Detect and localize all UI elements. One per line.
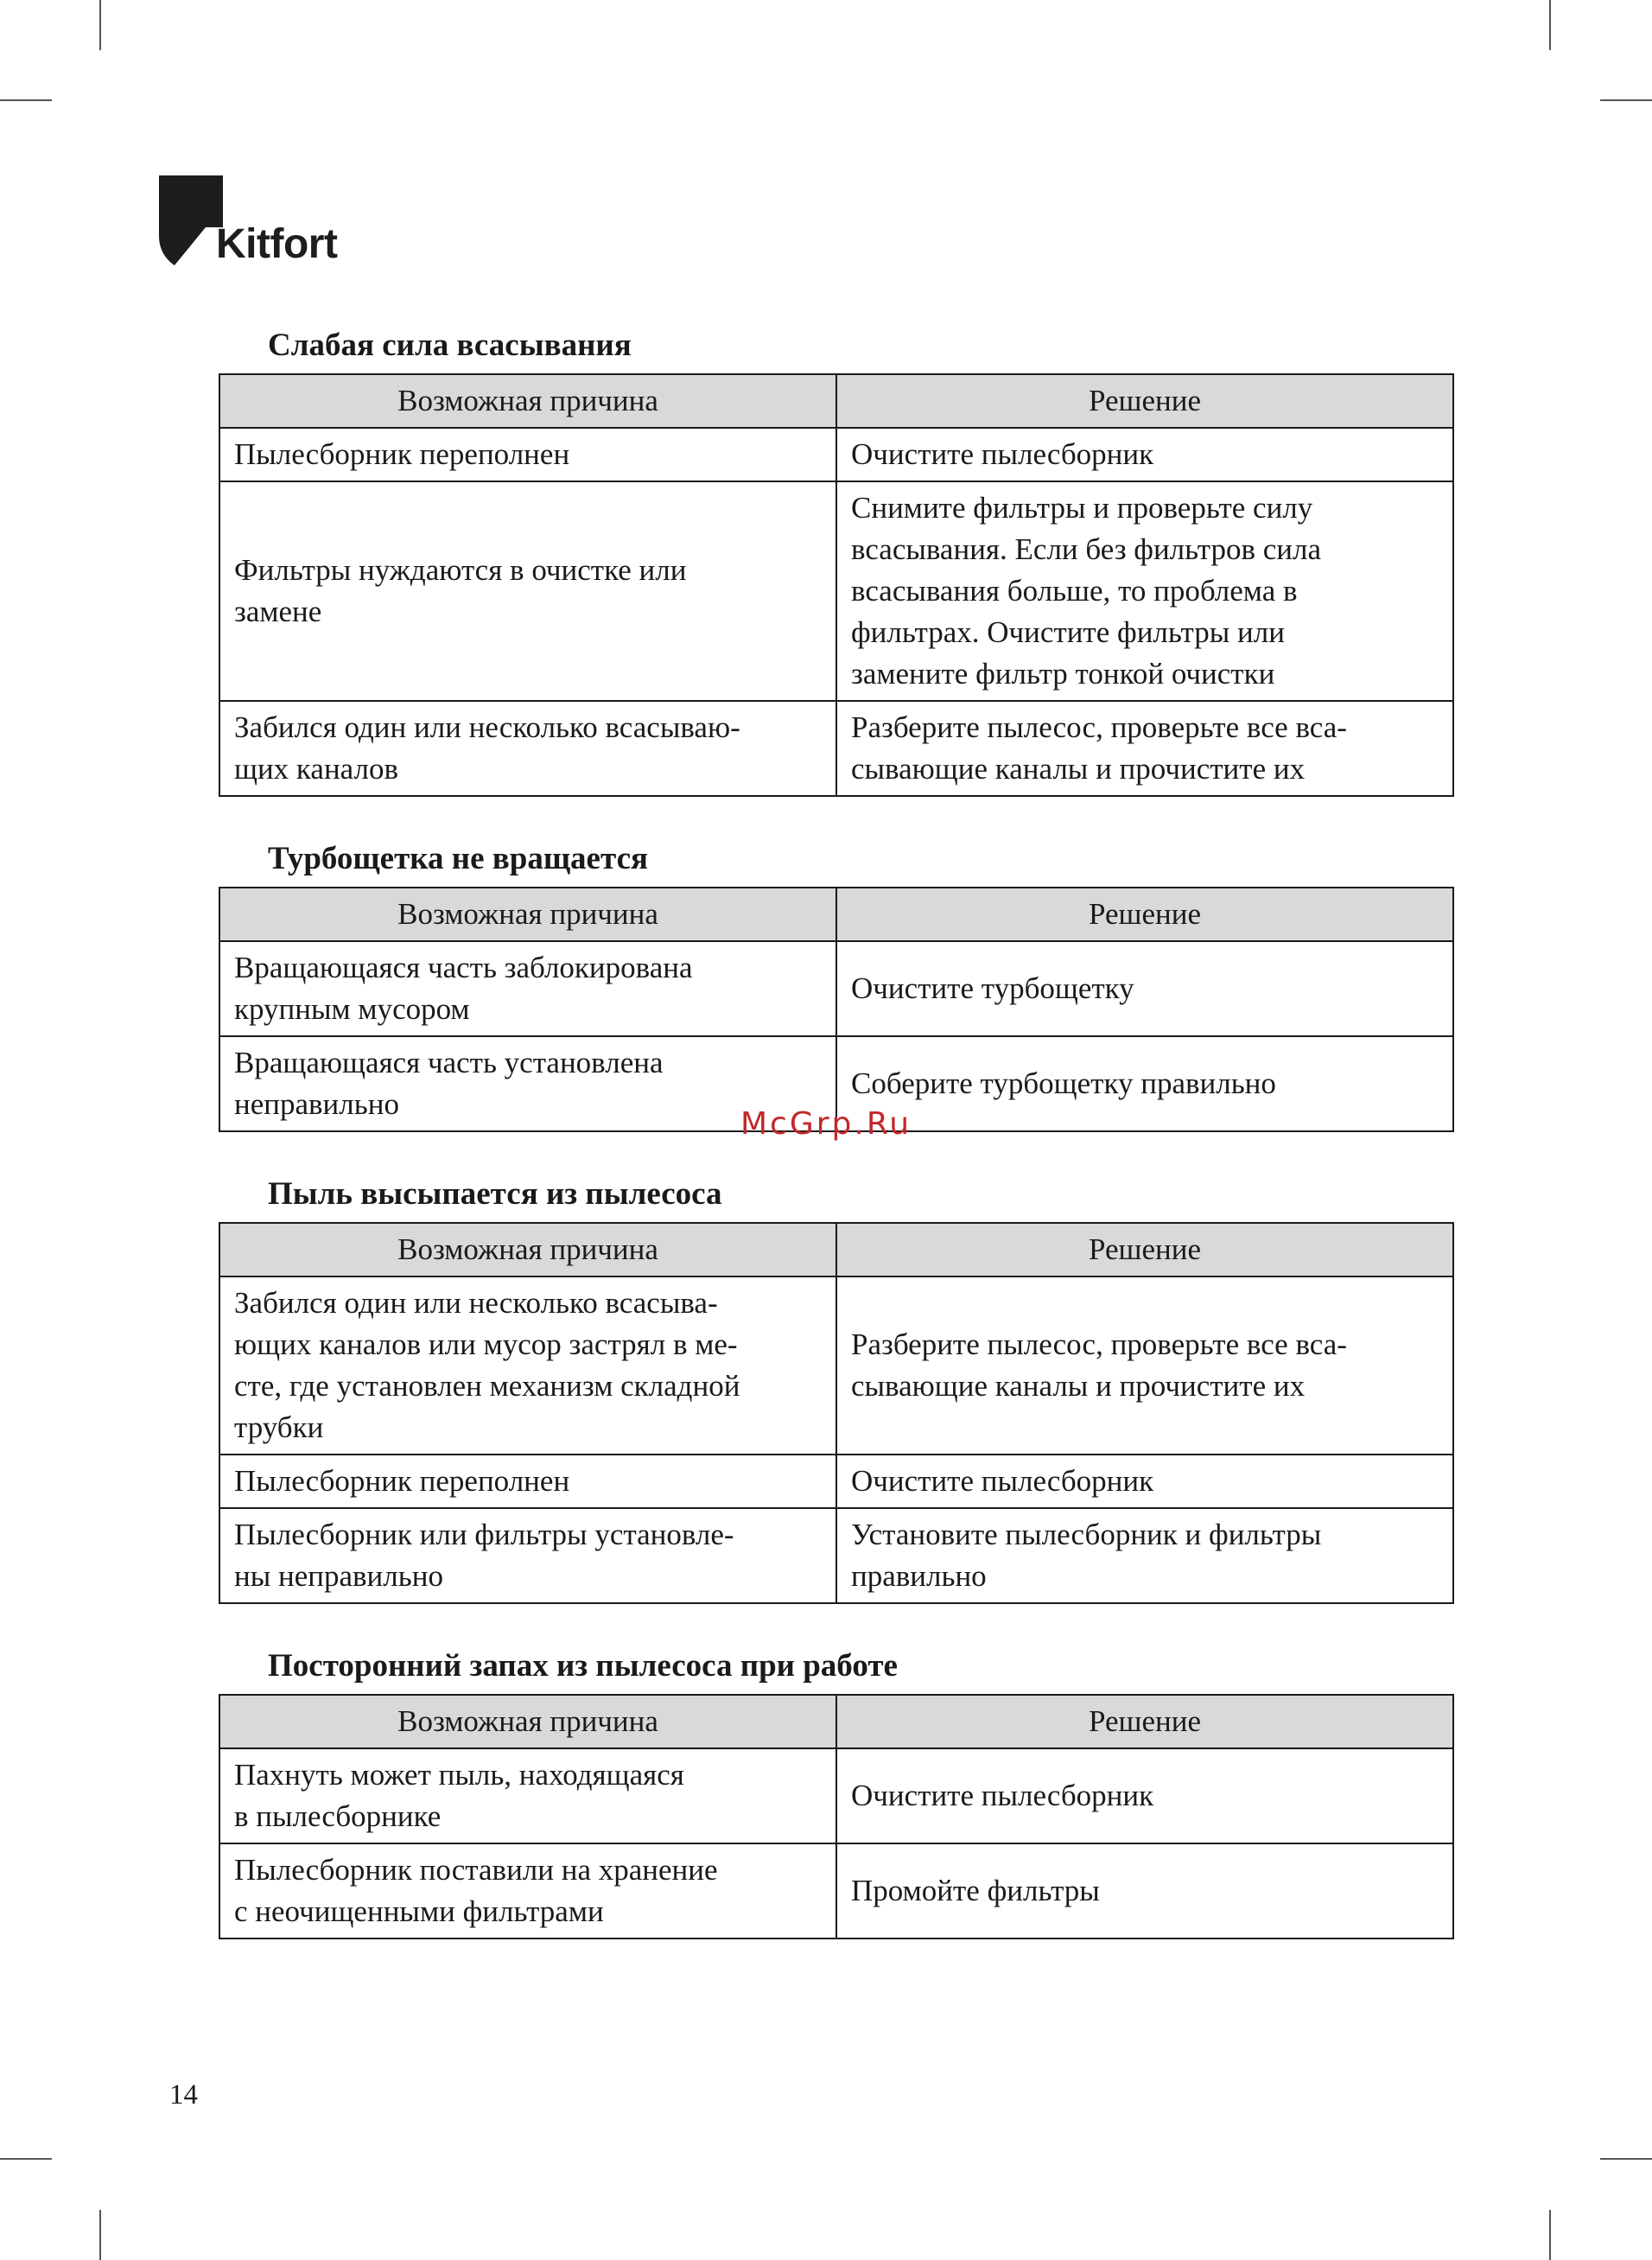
column-header-solution: Решение: [836, 1223, 1453, 1276]
column-header-solution: Решение: [836, 1695, 1453, 1748]
table-header-row: [219, 888, 1453, 941]
cause-cell: Забился один или несколько всасываю- щих каналов: [219, 701, 836, 796]
column-header-solution: Решение: [836, 374, 1453, 428]
table-row: [219, 1508, 1453, 1603]
table-header-row: [219, 374, 1453, 428]
page-number: 14: [169, 2079, 198, 2110]
crop-mark: [99, 0, 101, 50]
watermark: McGrp.Ru: [740, 1106, 912, 1142]
crop-mark: [99, 2210, 101, 2260]
column-header-cause: Возможная причина: [219, 374, 836, 428]
cause-cell: Пылесборник переполнен: [219, 1455, 836, 1508]
crop-mark: [1549, 0, 1551, 50]
column-header-cause: Возможная причина: [219, 1223, 836, 1276]
cause-cell: Забился один или несколько всасыва- ющих каналов или мусор застрял в ме- сте, где установлен механизм складной трубки: [219, 1276, 836, 1455]
cause-cell: Пылесборник поставили на хранение с неочищенными фильтрами: [219, 1843, 836, 1939]
solution-cell: Разберите пылесос, проверьте все вса- сывающие каналы и прочистите их: [836, 1276, 1453, 1455]
table-row: [219, 1276, 1453, 1455]
solution-cell: Очистите пылесборник: [836, 1455, 1453, 1508]
column-header-cause: Возможная причина: [219, 1695, 836, 1748]
section-title: Турбощетка не вращается: [268, 841, 649, 876]
cause-cell: Фильтры нуждаются в очистке или замене: [219, 481, 836, 701]
column-header-solution: Решение: [836, 888, 1453, 941]
troubleshooting-section: [219, 1639, 1452, 1939]
solution-cell: Очистите пылесборник: [836, 428, 1453, 481]
solution-cell: Очистите турбощетку: [836, 941, 1453, 1036]
crop-mark: [1600, 2158, 1652, 2160]
solution-cell: Очистите пылесборник: [836, 1748, 1453, 1843]
crop-mark: [1549, 2210, 1551, 2260]
column-header-cause: Возможная причина: [219, 888, 836, 941]
table-row: [219, 481, 1453, 701]
table-row: [219, 1843, 1453, 1939]
crop-mark: [0, 2158, 52, 2160]
solution-cell: Снимите фильтры и проверьте силу всасывания. Если без фильтров сила всасывания больше, то проблема в фильтрах. Очистите фильтры или замените фильтр тонкой очистки: [836, 481, 1453, 701]
crop-mark: [0, 99, 52, 101]
troubleshooting-section: [219, 1167, 1452, 1604]
brand-name: Kitfort: [216, 221, 338, 267]
table-row: [219, 701, 1453, 796]
troubleshooting-table: [219, 373, 1454, 797]
troubleshooting-section: [219, 831, 1452, 1132]
table-row: [219, 1455, 1453, 1508]
cause-cell: Пылесборник переполнен: [219, 428, 836, 481]
table-header-row: [219, 1223, 1453, 1276]
solution-cell: Установите пылесборник и фильтры правильно: [836, 1508, 1453, 1603]
table-row: [219, 428, 1453, 481]
solution-cell: Соберите турбощетку правильно: [836, 1036, 1453, 1131]
table-row: [219, 1748, 1453, 1843]
troubleshooting-table: [219, 887, 1454, 1132]
cause-cell: Пахнуть может пыль, находящаяся в пылесборнике: [219, 1748, 836, 1843]
table-header-row: [219, 1695, 1453, 1748]
solution-cell: Промойте фильтры: [836, 1843, 1453, 1939]
brand-logo: [157, 175, 343, 271]
table-row: [219, 941, 1453, 1036]
section-title: Слабая сила всасывания: [268, 328, 632, 363]
troubleshooting-section: [219, 318, 1452, 797]
troubleshooting-table: [219, 1694, 1454, 1939]
section-title: Пыль высыпается из пылесоса: [268, 1176, 722, 1212]
cause-cell: Пылесборник или фильтры установле- ны неправильно: [219, 1508, 836, 1603]
crop-mark: [1600, 99, 1652, 101]
cause-cell: Вращающаяся часть установлена неправильно: [219, 1036, 836, 1131]
section-title: Посторонний запах из пылесоса при работе: [268, 1648, 898, 1684]
troubleshooting-table: [219, 1222, 1454, 1604]
solution-cell: Разберите пылесос, проверьте все вса- сывающие каналы и прочистите их: [836, 701, 1453, 796]
cause-cell: Вращающаяся часть заблокирована крупным мусором: [219, 941, 836, 1036]
